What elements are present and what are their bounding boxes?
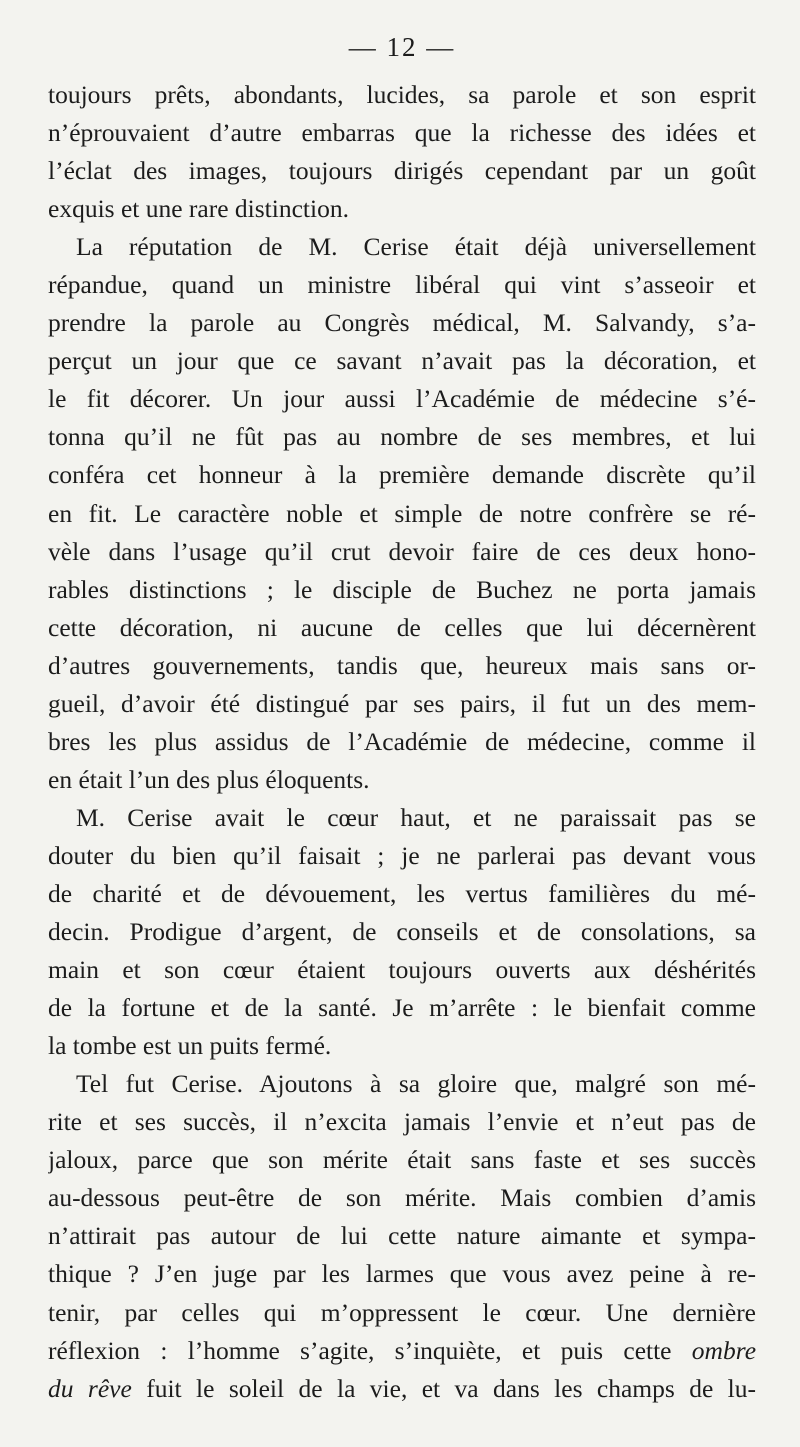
- text-line: La réputation de M. Cerise était déjà universellement: [76, 232, 756, 262]
- text-line-with-italic-head: [48, 1370, 756, 1408]
- text-line: n’attirait pas autour de lui cette nature aimante et sympa-: [48, 1221, 756, 1251]
- text-line: en fit. Le caractère noble et simple de notre confrère se ré-: [48, 498, 756, 528]
- text-line: bres les plus assidus de l’Académie de médecine, comme il: [48, 726, 756, 756]
- text-line: gueil, d’avoir été distingué par ses pairs, il fut un des mem-: [48, 688, 756, 718]
- text-line: de la fortune et de la santé. Je m’arrête : le bienfait comme: [48, 993, 756, 1023]
- text-line: l’éclat des images, toujours dirigés cependant par un goût: [48, 156, 756, 186]
- text-line: au-dessous peut-être de son mérite. Mais combien d’amis: [48, 1183, 756, 1213]
- text-line: d’autres gouvernements, tandis que, heureux mais sans or-: [48, 650, 756, 680]
- text-run: réflexion : l’homme s’agite, s’inquiète, et puis cette: [48, 1335, 672, 1365]
- text-line: main et son cœur étaient toujours ouverts aux déshérités: [48, 955, 756, 985]
- text-line: rite et ses succès, il n’excita jamais l’envie et n’eut pas de: [48, 1107, 756, 1137]
- italic-text: du rêve: [48, 1373, 132, 1403]
- text-line: perçut un jour que ce savant n’avait pas la décoration, et: [48, 346, 756, 376]
- text-line: de charité et de dévouement, les vertus familières du mé-: [48, 878, 756, 908]
- text-line: toujours prêts, abondants, lucides, sa parole et son esprit: [48, 80, 756, 109]
- text-run: fuit le soleil de la vie, et va dans les champs de lu-: [146, 1373, 756, 1403]
- italic-text: ombre: [691, 1335, 756, 1365]
- text-line: le fit décorer. Un jour aussi l’Académie de médecine s’é-: [48, 384, 756, 414]
- text-line: répandue, quand un ministre libéral qui vint s’asseoir et: [48, 270, 756, 300]
- text-line: tonna qu’il ne fût pas au nombre de ses membres, et lui: [48, 422, 756, 452]
- page-number: — 12 —: [348, 32, 456, 62]
- text-line: douter du bien qu’il faisait ; je ne parlerai pas devant vous: [48, 840, 756, 870]
- text-line: la tombe est un puits fermé.: [48, 1031, 332, 1061]
- text-line: decin. Prodigue d’argent, de conseils et de consolations, sa: [48, 917, 756, 947]
- body-text: [48, 76, 756, 1408]
- text-line: en était l’un des plus éloquents.: [48, 764, 370, 794]
- text-line: rables distinctions ; le disciple de Buchez ne porta jamais: [48, 574, 756, 604]
- text-line: tenir, par celles qui m’oppressent le cœur. Une dernière: [48, 1297, 756, 1327]
- text-line: Tel fut Cerise. Ajoutons à sa gloire que, malgré son mé-: [76, 1069, 756, 1099]
- text-line: vèle dans l’usage qu’il crut devoir faire de ces deux hono-: [48, 536, 756, 566]
- text-line: conféra cet honneur à la première demande discrète qu’il: [48, 460, 756, 490]
- text-line: jaloux, parce que son mérite était sans faste et ses succès: [48, 1145, 756, 1175]
- text-line: cette décoration, ni aucune de celles que lui décernèrent: [48, 612, 756, 642]
- text-line: prendre la parole au Congrès médical, M. Salvandy, s’a-: [48, 308, 756, 338]
- text-line: M. Cerise avait le cœur haut, et ne paraissait pas se: [76, 802, 756, 832]
- text-line-with-italic-tail: [48, 1332, 756, 1370]
- text-line: thique ? J’en juge par les larmes que vous avez peine à re-: [48, 1259, 756, 1289]
- text-line: exquis et une rare distinction.: [48, 194, 349, 224]
- text-line: n’éprouvaient d’autre embarras que la richesse des idées et: [48, 118, 756, 148]
